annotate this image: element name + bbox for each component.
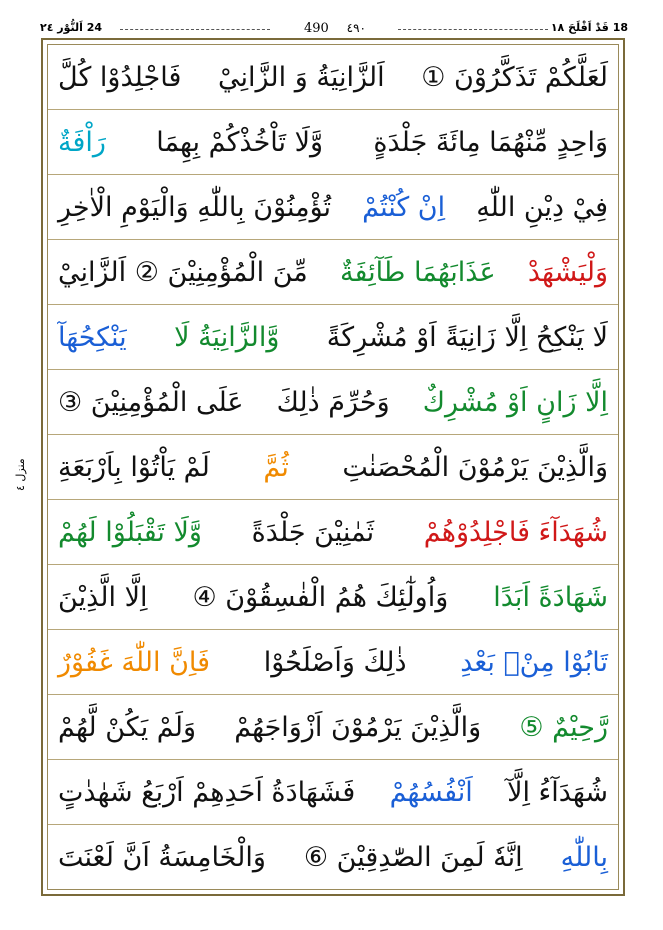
text-line xyxy=(48,305,618,370)
text-line xyxy=(48,500,618,565)
verse-segment: وَاحِدٍ مِّنْهُمَا مِائَةَ جَلْدَةٍ xyxy=(373,126,608,158)
page-header xyxy=(40,21,628,39)
verse-segment: اَنْفُسُهُمْ xyxy=(389,776,473,808)
verse-segment: وَحُرِّمَ ذٰلِكَ xyxy=(276,386,390,418)
verse-segment: وَلْيَشْهَدْ xyxy=(527,256,608,288)
text-line xyxy=(48,565,618,630)
verse-segment: شُهَدَآءُ اِلَّآ xyxy=(507,776,608,808)
text-line xyxy=(48,45,618,110)
verse-segment: فِيْ دِيْنِ اللّٰهِ xyxy=(476,191,608,223)
verse-segment: اِنْ كُنْتُمْ xyxy=(362,191,446,223)
header-divider xyxy=(398,29,548,30)
verse-segment: رَاْفَةٌ xyxy=(58,126,106,158)
manzil-label: منزل ٤ xyxy=(14,458,27,492)
text-line xyxy=(48,175,618,240)
verse-segment: وَّلَا تَقْبَلُوْا لَهُمْ xyxy=(58,516,202,548)
verse-segment: ثَمٰنِيْنَ جَلْدَةً xyxy=(251,516,375,548)
verse-segment: اِلَّا الَّذِيْنَ xyxy=(58,581,148,613)
verse-segment: وَالَّذِيْنَ يَرْمُوْنَ اَزْوَاجَهُمْ xyxy=(234,711,482,743)
text-line xyxy=(48,370,618,435)
verse-segment: تُؤْمِنُوْنَ بِاللّٰهِ وَالْيَوْمِ الْاٰخِرِ xyxy=(58,191,332,223)
verse-segment: ذٰلِكَ وَاَصْلَحُوْا xyxy=(263,646,407,678)
verse-segment: لَا يَنْكِحُ اِلَّا زَانِيَةً اَوْ مُشْرِكَةً xyxy=(326,321,608,353)
verse-segment: فَاِنَّ اللّٰهَ غَفُوْرٌ xyxy=(58,646,211,678)
verse-segment: وَّلَا تَاْخُذْكُمْ بِهِمَا xyxy=(156,126,324,158)
verse-segment: فَشَهَادَةُ اَحَدِهِمْ اَرْبَعُ شَهٰدٰتٍ xyxy=(58,776,356,808)
verse-segment: شَهَادَةً اَبَدًا xyxy=(493,581,608,613)
verse-segment: لَمْ يَاْتُوْا بِاَرْبَعَةِ xyxy=(58,451,210,483)
verse-segment: يَنْكِحُهَآ xyxy=(58,321,127,353)
verse-segment: فَاجْلِدُوْا كُلَّ xyxy=(58,61,182,93)
verse-segment: وَالَّذِيْنَ يَرْمُوْنَ الْمُحْصَنٰتِ xyxy=(342,451,608,483)
text-line xyxy=(48,110,618,175)
verse-segment: لَعَلَّكُمْ تَذَكَّرُوْنَ ① xyxy=(421,61,608,93)
juz-label: 18 قَدْ اَفْلَحَ ١٨ xyxy=(550,21,628,34)
verse-segment: رَّحِيْمٌ ⑤ xyxy=(519,711,608,743)
text-line xyxy=(48,435,618,500)
verse-segment: وَلَمْ يَكُنْ لَّهُمْ xyxy=(58,711,197,743)
verse-segment: تَابُوْا مِنْۢ بَعْدِ xyxy=(460,646,608,678)
text-line xyxy=(48,240,618,305)
text-line xyxy=(48,630,618,695)
verse-segment: مِّنَ الْمُؤْمِنِيْنَ ② اَلزَّانِيْ xyxy=(58,256,308,288)
page-number-arabic: ٤٩٠ xyxy=(346,21,366,35)
surah-label: 24 اَلنُّوْر ٢٤ xyxy=(40,21,103,34)
verse-segment: اِلَّا زَانٍ اَوْ مُشْرِكٌ xyxy=(422,386,608,418)
verse-segment: شُهَدَآءَ فَاجْلِدُوْهُمْ xyxy=(423,516,608,548)
verse-segment: وَالْخَامِسَةُ اَنَّ لَعْنَتَ xyxy=(58,842,266,873)
header-divider xyxy=(120,29,270,30)
page-frame xyxy=(41,38,625,896)
verse-segment: وَّالزَّانِيَةُ لَا xyxy=(174,321,280,353)
text-line xyxy=(48,695,618,760)
verse-segment: عَلَى الْمُؤْمِنِيْنَ ③ xyxy=(58,386,244,418)
text-line xyxy=(48,825,618,890)
text-line xyxy=(48,760,618,825)
verse-segment: اَلزَّانِيَةُ وَ الزَّانِيْ xyxy=(218,61,385,93)
verse-segment: بِاللّٰهِ xyxy=(560,842,608,873)
verse-segment: وَاُولٰٓئِكَ هُمُ الْفٰسِقُوْنَ ④ xyxy=(192,581,449,613)
page-number: 490 xyxy=(304,21,329,36)
verse-segment: عَذَابَهُمَا طَآئِفَةٌ xyxy=(340,256,496,288)
verse-segment: اِنَّهٗ لَمِنَ الصّٰدِقِيْنَ ⑥ xyxy=(303,842,523,873)
verse-segment: ثُمَّ xyxy=(263,451,289,483)
text-block xyxy=(47,44,619,890)
